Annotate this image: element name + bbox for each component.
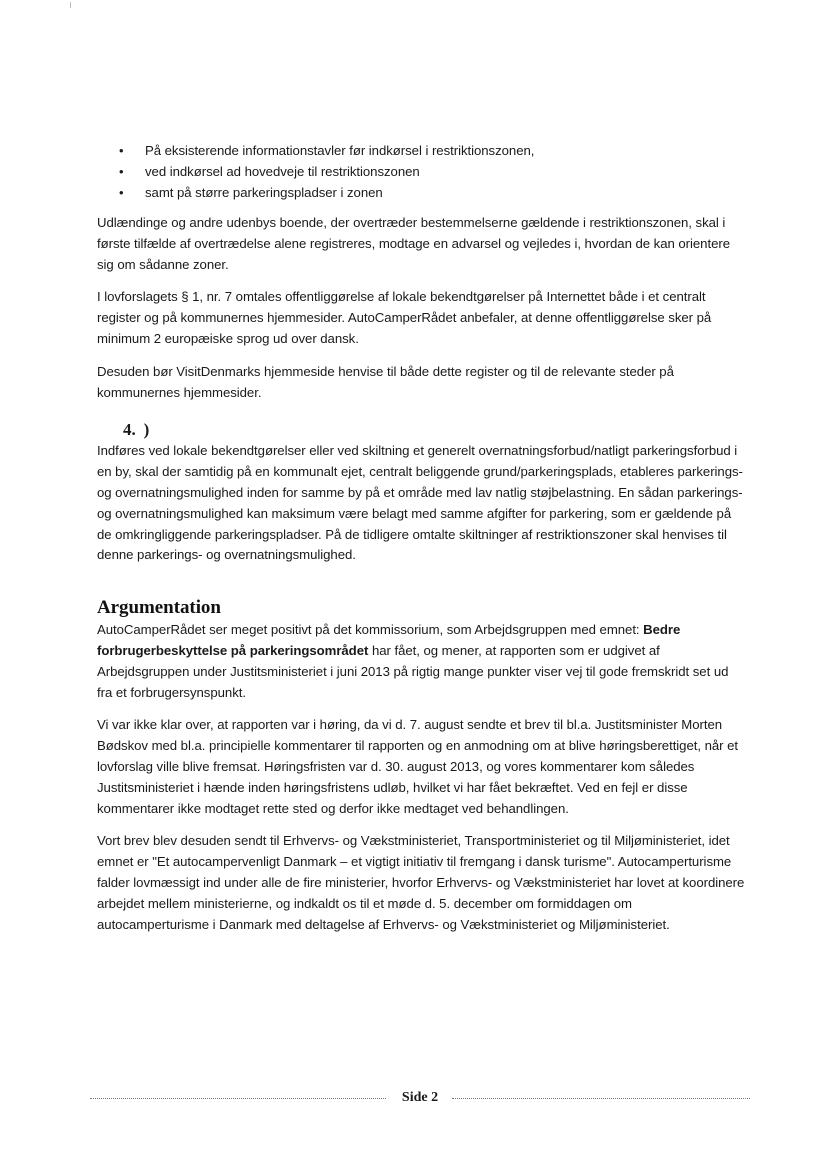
paragraph-argumentation-2: Vi var ikke klar over, at rapporten var i høring, da vi d. 7. august sendte et brev til bl.a. Justitsminister Morten Bødskov med bl.a. principielle kommentarer til rapporten og en anmodning om at blive høringsberettiget, når et lovforslag ville blive fremsat. Høringsfristen var d. 30. august 2013, og vores kommentarer kom således Justitsministeriet i hænde inden høringsfristens udløb, hvilket vi har fået bekræftet. Ved en fejl er disse kommentarer ikke modtaget rette sted og derfor ikke medtaget ved behandlingen. bbox=[97, 717, 739, 816]
text-run: har fået, og mener, at rapporten som er udgivet af Arbejdsgruppen under Justitsministeriet i juni 2013 på rigtig mange punkter viser vej til gode fremskridt set ud fra et forbrugersynspunkt. bbox=[97, 642, 729, 700]
bold-topic: Bedre forbrugerbeskyttelse på parkeringsområdet bbox=[97, 622, 681, 658]
paragraph-publication: I lovforslagets § 1, nr. 7 omtales offentliggørelse af lokale bekendtgørelser på Internettet både i et centralt register og på kommunernes hjemmesider. AutoCamperRådet anbefaler, at denne offentliggørelse sker på minimum 2 europæiske sprog ud over dansk. bbox=[97, 289, 712, 346]
bullet-icon: • bbox=[119, 143, 124, 158]
footer-rule-right bbox=[452, 1098, 750, 1099]
section-heading: Argumentation bbox=[97, 597, 221, 619]
paragraph-argumentation-1 bbox=[97, 620, 745, 703]
scan-mark bbox=[70, 2, 71, 8]
list-item bbox=[97, 140, 745, 161]
bullet-icon: • bbox=[119, 185, 124, 200]
bullet-text: ved indkørsel ad hovedveje til restriktionszonen bbox=[145, 164, 420, 179]
bullet-text: samt på større parkeringspladser i zonen bbox=[145, 185, 383, 200]
page-content bbox=[97, 140, 745, 947]
section-number-label: 4. bbox=[123, 420, 136, 440]
paragraph-argumentation-3: Vort brev blev desuden sendt til Erhvervs- og Vækstministeriet, Transportministeriet og til Miljøministeriet, idet emnet er "Et autocampervenligt Danmark – et vigtigt initiativ til fremgang i dansk turisme". Autocamperturisme falder lovmæssigt ind under alle de fire ministerier, hvorfor Erhvervs- og Vækstministeriet har lovet at koordinere arbejdet mellem ministerierne, og indkaldt os til et møde d. 5. december om formiddagen om autocamperturisme i Danmark med deltagelse af Erhvervs- og Vækstministeriet og Miljøministeriet. bbox=[97, 833, 745, 932]
text-run: AutoCamperRådet ser meget positivt på det kommissorium, som Arbejdsgruppen med emnet: bbox=[97, 622, 644, 638]
page-footer bbox=[90, 1088, 750, 1108]
list-item bbox=[97, 161, 745, 182]
paragraph-foreigners: Udlændinge og andre udenbys boende, der overtræder bestemmelserne gældende i restriktionszonen, skal i første tilfælde af overtrædelse alene registreres, modtage en advarsel og vejledes i, hvordan de kan orientere sig om sådanne zoner. bbox=[97, 215, 730, 272]
page-number: Side 2 bbox=[401, 1090, 439, 1105]
list-item bbox=[97, 182, 745, 203]
bullet-list bbox=[97, 140, 745, 203]
footer-rule-left bbox=[90, 1098, 386, 1099]
section-number-paren: ) bbox=[143, 420, 150, 440]
bullet-icon: • bbox=[119, 164, 124, 179]
paragraph-section-4: Indføres ved lokale bekendtgørelser eller ved skiltning et generelt overnatningsforbud/natligt parkeringsforbud i en by, skal der samtidig på en kommunalt ejet, centralt beliggende grund/parkeringsplads, etableres parkerings- og overnatningsmulighed inden for samme by på et område med lav natlig støjbelastning. En sådan parkerings- og overnatningsmulighed kan maksimum være belagt med samme afgifter for parkering, som er gældende på de omkringliggende parkeringspladser. På de tidligere omtalte skiltninger af restriktionszoner skal henvises til denne parkerings- og overnatningsmulighed. bbox=[97, 443, 743, 563]
bullet-text: På eksisterende informationstavler før indkørsel i restriktionszonen, bbox=[145, 143, 535, 158]
paragraph-visitdenmark: Desuden bør VisitDenmarks hjemmeside henvise til både dette register og til de relevante steder på kommunernes hjemmesider. bbox=[97, 363, 674, 400]
section-number bbox=[123, 419, 745, 441]
